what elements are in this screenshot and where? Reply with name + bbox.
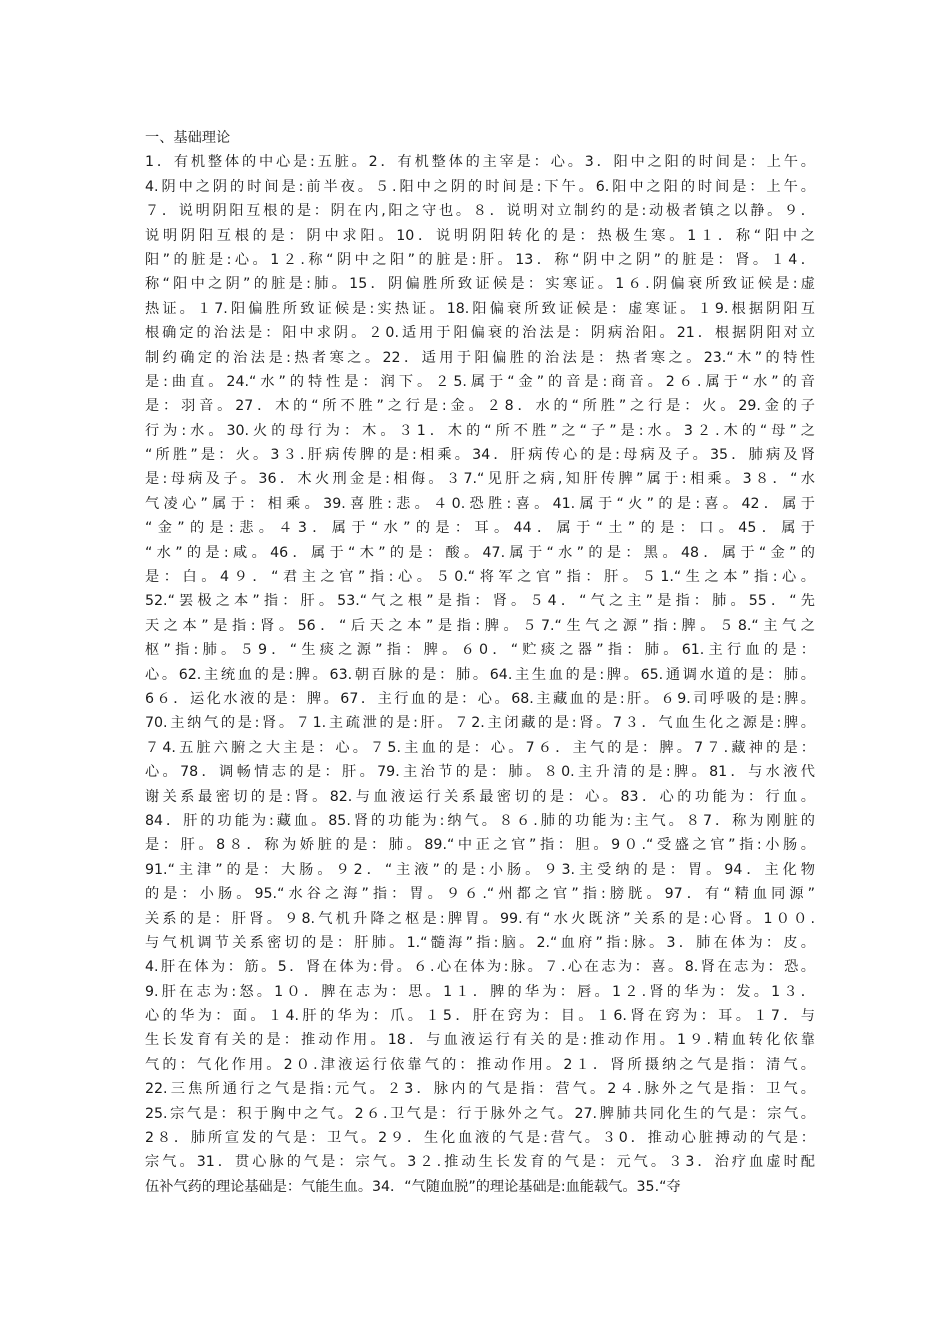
section-title: 一、基础理论 [145, 130, 231, 146]
text-line: 根确定的治法是：阳中求阴。２0.适用于阳偏衰的治法是：阴病治阳。21．根据阴阳对立 [145, 325, 815, 342]
text-line: 关系的是：肝肾。９8.气机升降之枢是:脾胃。99.有“水火既济”关系的是:心肾。1００. [145, 910, 815, 927]
text-line: 气凌心”属于：相乘。39.喜胜:悲。４0.恐胜:喜。41.属于“火”的是:喜。42．属于 [145, 495, 815, 512]
text-line: 2８．肺所宣发的气是：卫气。2９．生化血液的气是:营气。３0．推动心脏搏动的气是： [145, 1130, 815, 1147]
text-line: 与气机调节关系密切的是：肝肺。1.“髓海”指:脑。2.“血府”指:脉。3．肺在体为：皮。 [145, 934, 815, 951]
text-line: 制约确定的治法是:热者寒之。22．适用于阳偏胜的治法是：热者寒之。23.“木”的特性 [145, 349, 815, 366]
text-line: “所胜”是：火。3３.肝病传脾的是:相乘。34．肝病传心的是:母病及子。35．肺病及肾 [145, 447, 815, 464]
text-line: 4.阴中之阴的时间是:前半夜。５.阳中之阴的时间是:下午。6.阳中之阳的时间是：上午。 [145, 178, 815, 195]
text-line: 是:曲直。24.“水”的特性是：润下。２5.属于“金”的音是:商音。2６.属于“水”的音 [145, 373, 815, 390]
text-line: 谢关系最密切的是:肾。82.与血液运行关系最密切的是：心。83．心的功能为：行血。 [145, 788, 815, 805]
text-line: ７4.五脏六腑之大主是：心。７5.主血的是：心。7６．主气的是：脾。7７.藏神的是： [145, 739, 815, 756]
text-line: 4.肝在体为：筋。5．肾在体为:骨。６.心在体为:脉。７.心在志为：喜。8.肾在志为：恐。 [145, 959, 815, 976]
text-line: 心的华为：面。１4.肝的华为：爪。１5．肝在窍为：目。１6.肾在窍为：耳。１7．与 [145, 1008, 815, 1025]
text-line: 伍补气药的理论基础是：气能生血。34．“气随血脱”的理论基础是:血能载气。35.“夺 [145, 1178, 681, 1195]
text-line: 52.“罢极之本”指：肝。53.“气之根”是指：肾。５4．“气之主”是指：肺。55．“先 [145, 593, 815, 610]
text-line: 热证。１7.阳偏胜所致证候是:实热证。18.阳偏衰所致证候是：虚寒证。１9.根据阴阳互 [145, 300, 815, 317]
text-line: 生长发育有关的是：推动作用。18．与血液运行有关的是:推动作用。1９.精血转化依靠 [145, 1032, 815, 1049]
text-line: 心。78．调畅情志的是：肝。79.主治节的是：肺。８0.主升清的是:脾。81．与水液代 [145, 764, 815, 781]
text-line: 70.主纳气的是:肾。７1.主疏泄的是:肝。７2.主闭藏的是:肾。7３．气血生化之源是:脾。 [145, 715, 815, 732]
text-line: 是:母病及子。36．木火刑金是:相侮。３7.“见肝之病,知肝传脾”属于:相乘。3８．“水 [145, 471, 815, 488]
text-line: 宗气。31．贯心脉的气是：宗气。3２.推动生长发育的气是：元气。３3．治疗血虚时配 [145, 1154, 815, 1171]
text-line: 行为:水。30.火的母行为：木。３1．木的“所不胜”之“子”是:水。3２.木的“母”之 [145, 422, 815, 439]
text-line: “金”的是:悲。４3．属于“水”的是：耳。44．属于“土”的是：口。45．属于 [145, 520, 815, 537]
text-line: 91.“主津”的是：大肠。９2．“主液”的是:小肠。９3.主受纳的是：胃。94．主化物 [145, 861, 815, 878]
text-line: 心。62.主统血的是:脾。63.朝百脉的是：肺。64.主生血的是:脾。65.通调水道的是：肺。 [145, 666, 815, 683]
text-line: 22.三焦所通行之气是指:元气。２3．脉内的气是指：营气。2４.脉外之气是指：卫气。 [145, 1081, 815, 1098]
text-line: 是：白。4９．“君主之官”指:心。５0.“将军之官”指：肝。５1.“生之本”指:心。 [145, 569, 815, 586]
text-line: 气的：气化作用。2０.津液运行依靠气的：推动作用。2１．肾所摄纳之气是指：清气。 [145, 1056, 815, 1073]
text-line: 的是：小肠。95.“水谷之海”指：胃。９６.“州都之官”指:膀胱。97．有“精血同源” [145, 886, 815, 903]
text-line: 9.肝在志为:怒。1０．脾在志为：思。1１．脾的华为：唇。1２.肾的华为：发。1３． [145, 983, 815, 1000]
text-line: 是：羽音。27．木的“所不胜”之行是:金。２8．水的“所胜”之行是：火。29.金的子 [145, 398, 815, 415]
text-line: 说明阴阳互根的是：阴中求阳。10．说明阴阳转化的是：热极生寒。1１．称“阳中之 [145, 227, 815, 244]
text-line: 25.宗气是：积于胸中之气。2６.卫气是：行于脉外之气。27.脾肺共同化生的气是：宗气。 [145, 1105, 815, 1122]
text-line: 84．肝的功能为:藏血。85.肾的功能为:纳气。８６.肺的功能为:主气。８7．称为刚脏的 [145, 812, 815, 829]
text-line: 天之本”是指:肾。56．“后天之本”是指:脾。５7.“生气之源”指:脾。５8.“主气之 [145, 617, 815, 634]
text-line: 阳”的脏是:心。1２.称“阴中之阳”的脏是:肝。13．称“阴中之阴”的脏是：肾。１4． [145, 251, 815, 268]
text-line: 是：肝。8８．称为娇脏的是：肺。89.“中正之官”指：胆。9０.“受盛之官”指:小肠。 [145, 837, 815, 854]
document-body [145, 126, 815, 1199]
text-line: 6６．运化水液的是：脾。67．主行血的是：心。68.主藏血的是:肝。６9.司呼吸的是:脾。 [145, 690, 815, 707]
text-line: “水”的是:咸。46．属于“木”的是：酸。47.属于“水”的是：黑。48．属于“金”的 [145, 544, 815, 561]
text-line: 枢”指:肺。５9．“生痰之源”指：脾。６0．“贮痰之器”指：肺。61.主行血的是： [145, 642, 815, 659]
text-line: 称“阳中之阴”的脏是:肺。15．阴偏胜所致证候是：实寒证。1６.阴偏衰所致证候是:虚 [145, 276, 815, 293]
text-line: 1．有机整体的中心是:五脏。2．有机整体的主宰是：心。3．阳中之阳的时间是：上午。 [145, 154, 815, 171]
text-line: ７．说明阴阳互根的是：阴在内,阳之守也。８．说明对立制约的是:动极者镇之以静。９． [145, 203, 815, 220]
